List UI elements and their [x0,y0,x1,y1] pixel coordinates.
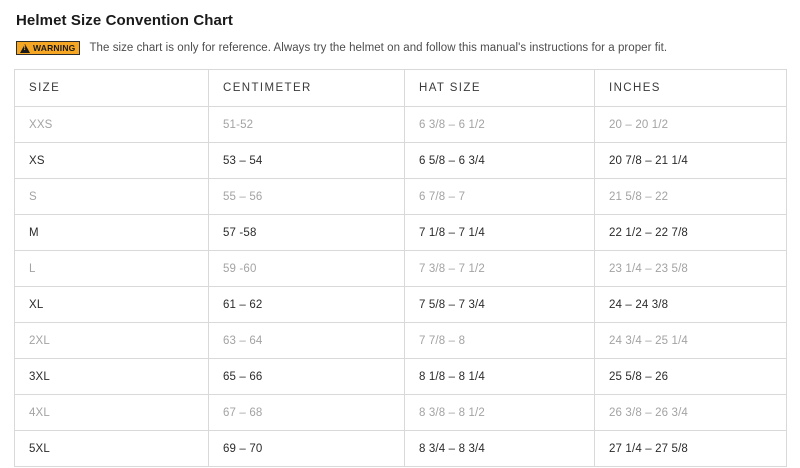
inches-cell: 21 5/8 – 22 [595,179,787,215]
size-cell: XXS [15,107,209,143]
column-header-hat-size: HAT SIZE [405,70,595,107]
helmet-size-table [14,69,787,467]
warning-notice-text: The size chart is only for reference. Always try the helmet on and follow this manual's instructions for a proper fit. [89,42,668,54]
centimeter-cell: 59 -60 [209,251,405,287]
hat-size-cell: 8 3/8 – 8 1/2 [405,395,595,431]
hat-size-cell: 6 3/8 – 6 1/2 [405,107,595,143]
table-row [15,431,787,467]
warning-triangle-icon [20,44,30,53]
table-row [15,323,787,359]
centimeter-cell: 69 – 70 [209,431,405,467]
size-cell: XL [15,287,209,323]
warning-badge-label: WARNING [33,42,76,53]
size-cell: 4XL [15,395,209,431]
column-header-inches: INCHES [595,70,787,107]
inches-cell: 27 1/4 – 27 5/8 [595,431,787,467]
size-cell: S [15,179,209,215]
table-row [15,215,787,251]
column-header-size: SIZE [15,70,209,107]
centimeter-cell: 63 – 64 [209,323,405,359]
page-title: Helmet Size Convention Chart [16,12,233,29]
inches-cell: 20 – 20 1/2 [595,107,787,143]
warning-badge [16,41,80,55]
hat-size-cell: 7 3/8 – 7 1/2 [405,251,595,287]
warning-notice [16,41,786,55]
hat-size-cell: 8 1/8 – 8 1/4 [405,359,595,395]
inches-cell: 24 – 24 3/8 [595,287,787,323]
inches-cell: 20 7/8 – 21 1/4 [595,143,787,179]
column-header-centimeter: CENTIMETER [209,70,405,107]
centimeter-cell: 61 – 62 [209,287,405,323]
hat-size-cell: 8 3/4 – 8 3/4 [405,431,595,467]
hat-size-cell: 7 5/8 – 7 3/4 [405,287,595,323]
table-row [15,179,787,215]
centimeter-cell: 57 -58 [209,215,405,251]
centimeter-cell: 53 – 54 [209,143,405,179]
hat-size-cell: 7 7/8 – 8 [405,323,595,359]
inches-cell: 23 1/4 – 23 5/8 [595,251,787,287]
size-cell: M [15,215,209,251]
table-row [15,287,787,323]
size-cell: 3XL [15,359,209,395]
table-header-row [15,70,787,107]
centimeter-cell: 67 – 68 [209,395,405,431]
hat-size-cell: 6 5/8 – 6 3/4 [405,143,595,179]
table-row [15,251,787,287]
hat-size-cell: 6 7/8 – 7 [405,179,595,215]
table-row [15,107,787,143]
hat-size-cell: 7 1/8 – 7 1/4 [405,215,595,251]
inches-cell: 25 5/8 – 26 [595,359,787,395]
size-cell: 2XL [15,323,209,359]
table-row [15,359,787,395]
centimeter-cell: 55 – 56 [209,179,405,215]
inches-cell: 26 3/8 – 26 3/4 [595,395,787,431]
size-cell: L [15,251,209,287]
table-row [15,143,787,179]
table-row [15,395,787,431]
size-cell: 5XL [15,431,209,467]
inches-cell: 24 3/4 – 25 1/4 [595,323,787,359]
centimeter-cell: 51-52 [209,107,405,143]
size-cell: XS [15,143,209,179]
centimeter-cell: 65 – 66 [209,359,405,395]
inches-cell: 22 1/2 – 22 7/8 [595,215,787,251]
